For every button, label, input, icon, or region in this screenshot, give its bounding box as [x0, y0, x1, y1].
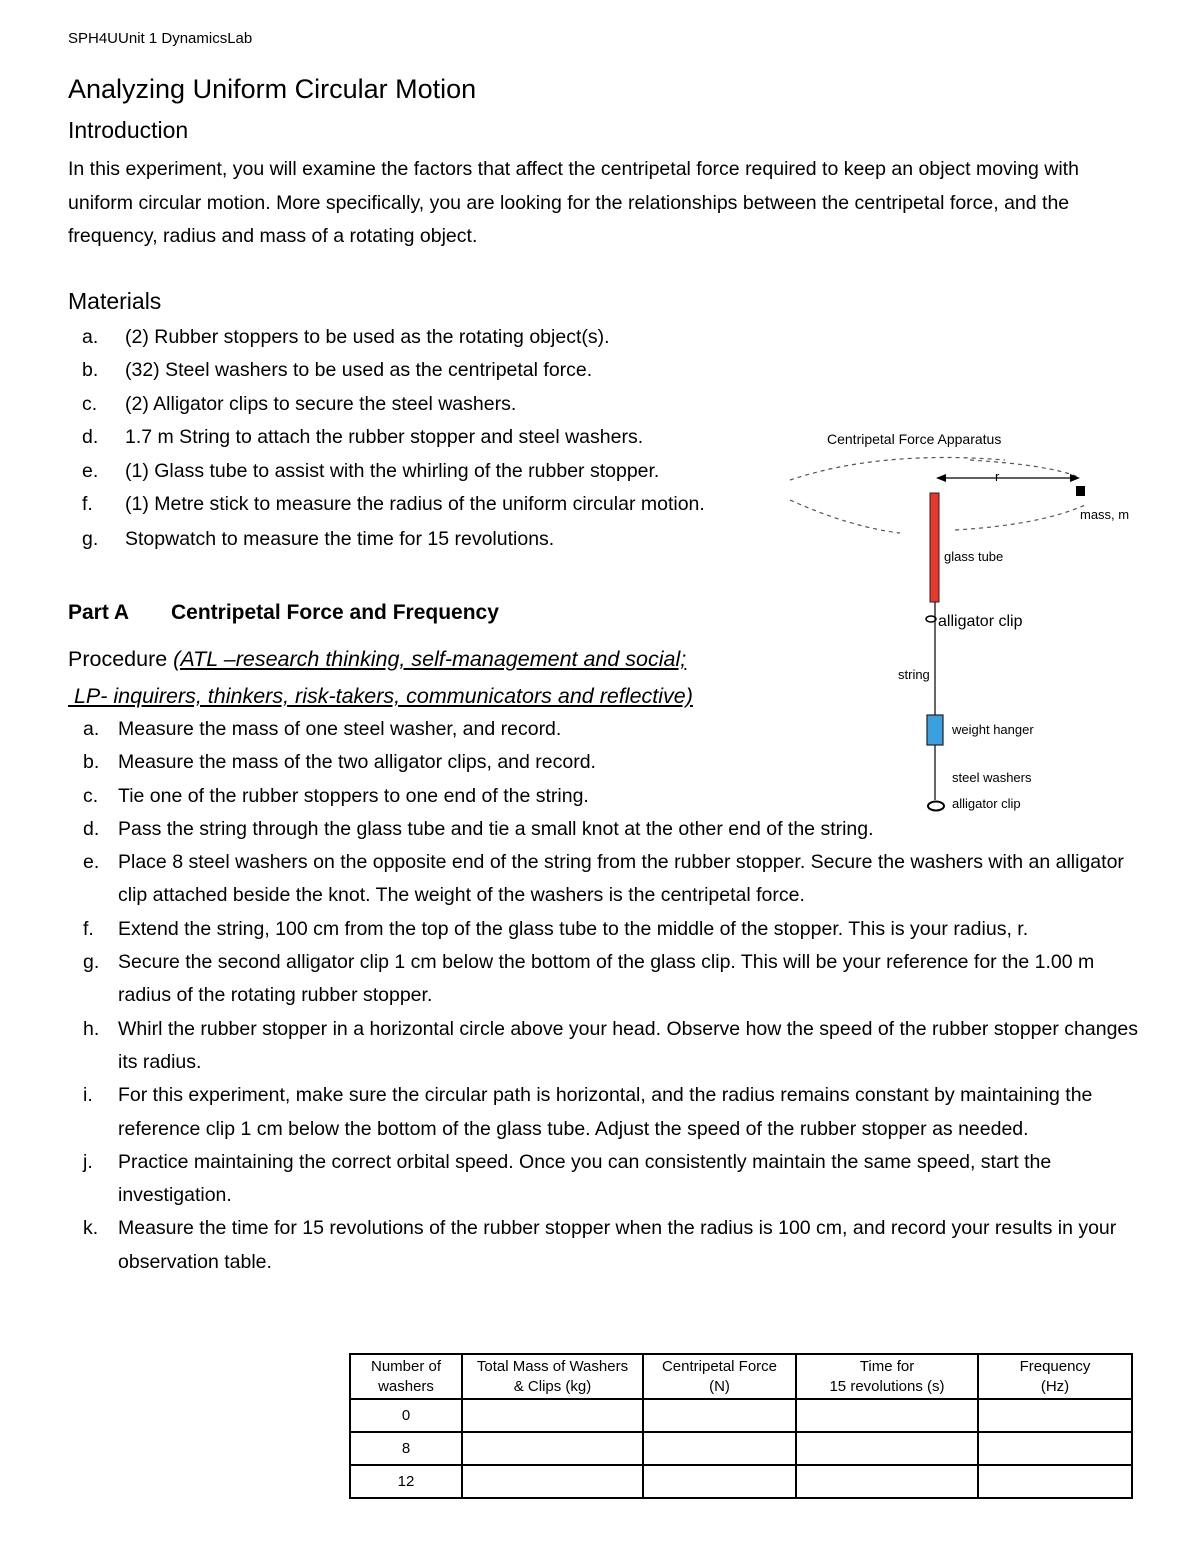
part-a-label: Part A [68, 601, 130, 624]
list-letter: a. [83, 718, 100, 740]
table-header-cell: Total Mass of Washers & Clips (kg) [462, 1354, 643, 1399]
list-item [68, 946, 1138, 1013]
table-cell: 0 [350, 1399, 462, 1432]
list-letter: d. [83, 817, 100, 840]
table-header-cell: Frequency (Hz) [978, 1354, 1132, 1399]
list-letter: d. [82, 426, 99, 449]
glass-tube-shape [930, 493, 939, 602]
introduction-text: In this experiment, you will examine the factors that affect the centripetal force required to keep an object moving with uniform circular motion. More specifically, you are looking for the relationships between the centripetal force, and the frequency, radius and mass of a rotating object. [68, 158, 1079, 247]
table-cell [978, 1465, 1132, 1498]
list-text: For this experiment, make sure the circular path is horizontal, and the radius remains constant by maintaining the reference clip 1 cm below the bottom of the glass tube. Adjust the speed of the rubber stopper as needed. [118, 1084, 1093, 1140]
procedure-label: Procedure [68, 647, 174, 671]
table-cell [796, 1465, 978, 1498]
list-letter: i. [83, 1084, 93, 1107]
table-row [350, 1432, 1132, 1465]
list-letter: f. [83, 917, 94, 940]
table-cell [796, 1432, 978, 1465]
list-item [68, 913, 1138, 946]
list-item [68, 354, 828, 387]
list-letter: h. [83, 1017, 100, 1040]
table-cell [462, 1465, 643, 1498]
list-text: Whirl the rubber stopper in a horizontal circle above your head. Observe how the speed of the rubber stopper changes its radius. [118, 1017, 1139, 1073]
table-cell [462, 1399, 643, 1432]
table-cell [978, 1432, 1132, 1465]
list-letter: b. [83, 751, 100, 774]
list-text: (32) Steel washers to be used as the centripetal force. [125, 359, 593, 382]
list-text: Stopwatch to measure the time for 15 revolutions. [125, 528, 555, 551]
procedure-list [68, 713, 1138, 1279]
list-letter: a. [82, 326, 99, 348]
table-cell [462, 1432, 643, 1465]
mass-label: mass, m [1080, 507, 1130, 522]
list-text: (1) Glass tube to assist with the whirling of the rubber stopper. [125, 459, 660, 482]
list-text: (2) Alligator clips to secure the steel washers. [125, 392, 517, 415]
list-text: Tie one of the rubber stoppers to one end of the string. [118, 784, 589, 807]
page-header: SPH4UUnit 1 DynamicsLab [68, 30, 253, 47]
list-text: Extend the string, 100 cm from the top of the glass tube to the middle of the stopper. This is your radius, r. [118, 917, 1029, 940]
table-header-cell: Number of washers [350, 1354, 462, 1399]
list-text: 1.7 m String to attach the rubber stopper and steel washers. [125, 426, 644, 449]
list-item [68, 421, 828, 454]
table-cell [796, 1399, 978, 1432]
page-title: Analyzing Uniform Circular Motion [68, 74, 477, 104]
lp-text: LP- inquirers, thinkers, risk-takers, communicators and reflective) [68, 684, 693, 708]
list-text: Measure the time for 15 revolutions of the rubber stopper when the radius is 100 cm, and record your results in your observation table. [118, 1217, 1117, 1273]
list-item [68, 1013, 1138, 1080]
list-item [68, 780, 1138, 813]
table-header-cell: Time for 15 revolutions (s) [796, 1354, 978, 1399]
radius-label: r [995, 469, 1000, 484]
list-letter: b. [82, 359, 99, 382]
glass-tube-label: glass tube [944, 549, 1004, 564]
list-letter: g. [83, 951, 100, 974]
materials-heading: Materials [68, 288, 162, 314]
list-text: Measure the mass of one steel washer, and record. [118, 718, 562, 740]
table-header-cell: Centripetal Force (N) [643, 1354, 796, 1399]
list-item [68, 388, 828, 421]
table-cell: 8 [350, 1432, 462, 1465]
string-label: string [898, 667, 930, 682]
alligator-clip-label-bottom: alligator clip [952, 796, 1021, 811]
list-text: Practice maintaining the correct orbital speed. Once you can consistently maintain the same speed, start the investigation. [118, 1150, 1052, 1207]
table-cell [978, 1399, 1132, 1432]
table-header-row [350, 1354, 1132, 1399]
table-row [350, 1465, 1132, 1498]
list-item [68, 455, 828, 488]
list-letter: e. [82, 459, 99, 482]
diagram-title: Centripetal Force Apparatus [827, 431, 1002, 447]
atl-text: (ATL –research thinking, self-management and social; [173, 647, 687, 671]
list-text: Pass the string through the glass tube and tie a small knot at the other end of the string. [118, 817, 874, 840]
list-item [68, 521, 828, 558]
list-letter: c. [83, 784, 99, 807]
list-item [68, 1146, 1138, 1213]
weight-hanger-label: weight hanger [952, 722, 1034, 737]
list-text: (2) Rubber stoppers to be used as the rotating object(s). [125, 326, 610, 348]
list-item [68, 488, 828, 521]
list-item [68, 1079, 1138, 1146]
list-letter: k. [83, 1217, 99, 1240]
list-item [68, 713, 1138, 746]
list-letter: f. [82, 492, 93, 515]
table-cell [643, 1465, 796, 1498]
list-text: Measure the mass of the two alligator clips, and record. [118, 751, 596, 774]
table-cell [643, 1399, 796, 1432]
list-item [68, 321, 828, 354]
list-letter: c. [82, 392, 98, 415]
alligator-clip-label-top: alligator clip [938, 613, 1023, 630]
procedure-heading [68, 641, 693, 715]
table-cell [643, 1432, 796, 1465]
list-text: Place 8 steel washers on the opposite end of the string from the rubber stopper. Secure the washers with an alligator clip attached beside the knot. The weight of the washers is the centripetal force. [118, 851, 1124, 907]
introduction-heading: Introduction [68, 117, 189, 143]
list-letter: e. [83, 851, 100, 874]
list-item [68, 1212, 1138, 1279]
table-cell: 12 [350, 1465, 462, 1498]
list-letter: g. [82, 528, 99, 551]
materials-list [68, 321, 828, 558]
observation-table [349, 1353, 1133, 1499]
list-text: Secure the second alligator clip 1 cm below the bottom of the glass clip. This will be your reference for the 1.00 m radius of the rotating rubber stopper. [118, 951, 1095, 1007]
list-letter: j. [83, 1150, 93, 1173]
list-item [68, 746, 1138, 779]
list-text: (1) Metre stick to measure the radius of the uniform circular motion. [125, 492, 705, 515]
list-item [68, 813, 1138, 846]
list-item [68, 846, 1138, 913]
steel-washers-label: steel washers [952, 770, 1032, 785]
table-row [350, 1399, 1132, 1432]
part-a-title: Centripetal Force and Frequency [171, 601, 499, 624]
